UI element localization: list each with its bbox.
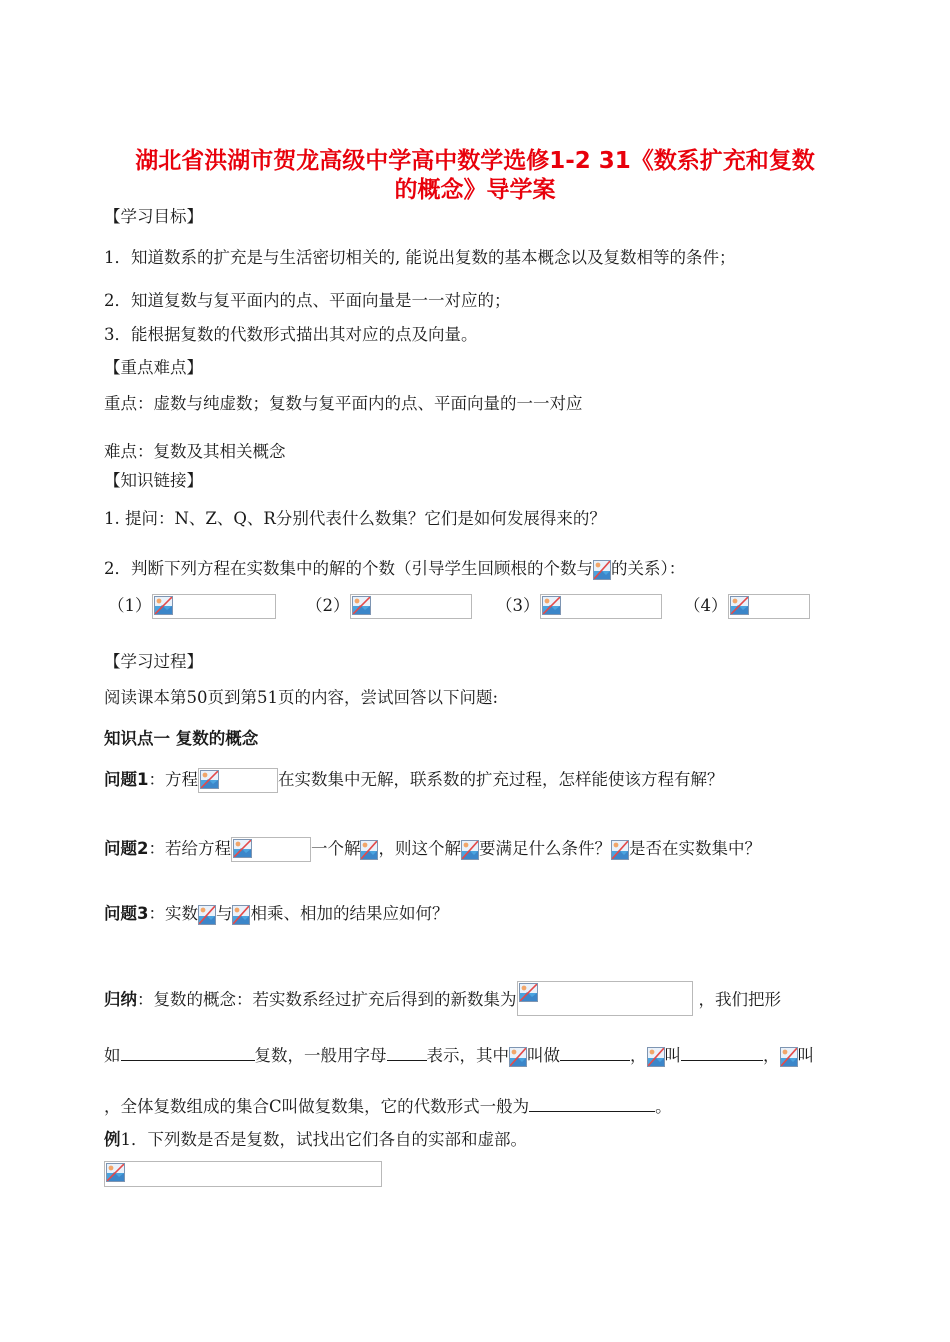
question-2-text-d: 要满足什么条件？ — [478, 839, 611, 858]
summary2-text-f: 叫 — [664, 1046, 681, 1065]
link-q2-text-before: 2．判断下列方程在实数集中的解的个数（引导学生回顾根的个数与 — [104, 559, 593, 578]
key-points-heading: 【重点难点】 — [104, 358, 203, 377]
link-heading: 【知识链接】 — [104, 471, 203, 490]
summary3-text-b: 。 — [655, 1097, 672, 1116]
example-1-text: 1．下列数是否是复数，试找出它们各自的实部和虚部。 — [120, 1130, 527, 1149]
key-focus: 重点：虚数与纯虚数；复数与复平面内的点、平面向量的一一对应 — [104, 394, 583, 413]
equation-row-2 — [306, 594, 472, 619]
question-1-text-a: ：方程 — [148, 770, 198, 789]
blank-line — [681, 1044, 763, 1061]
question-2-label: 问题2 — [104, 839, 149, 858]
example-1-image-row — [104, 1161, 382, 1187]
question-1-label: 问题1 — [104, 770, 149, 789]
broken-image-icon — [730, 596, 749, 615]
knowledge-point-1-heading: 知识点一 复数的概念 — [104, 729, 259, 748]
summary2-text-b: 复数，一般用字母 — [254, 1046, 387, 1065]
broken-image-icon — [509, 1047, 527, 1067]
broken-image-icon — [780, 1047, 798, 1067]
summary-text-a: ：复数的概念：若实数系经过扩充后得到的新数集为 — [137, 990, 517, 1009]
broken-image-icon — [519, 983, 538, 1002]
equation-1-label: （1） — [108, 596, 152, 615]
question-3-text-b: 与 — [215, 904, 233, 923]
equation-row — [108, 594, 276, 619]
process-heading: 【学习过程】 — [104, 652, 203, 671]
process-intro: 阅读课本第50页到第51页的内容，尝试回答以下问题: — [104, 688, 499, 707]
equation-2-label: （2） — [306, 596, 350, 615]
question-2-text-c: ，则这个解 — [378, 839, 461, 858]
blank-line — [529, 1095, 655, 1112]
broken-image-icon — [611, 840, 629, 860]
summary-text-b: ，我们把形 — [698, 990, 781, 1009]
summary2-text-a: 如 — [104, 1046, 121, 1065]
summary2-text-e: ， — [630, 1046, 647, 1065]
document-title-line-1: 湖北省洪湖市贺龙高级中学高中数学选修1-2 31《数系扩充和复数 — [135, 148, 815, 174]
summary-line-3 — [104, 1095, 672, 1118]
broken-image-icon — [542, 596, 561, 615]
equation-3-label: （3） — [496, 596, 540, 615]
summary-line-2 — [104, 1044, 814, 1067]
question-1 — [104, 768, 723, 793]
summary2-text-d: 叫做 — [527, 1046, 560, 1065]
blank-line — [121, 1044, 255, 1061]
summary2-text-h: 叫 — [797, 1046, 814, 1065]
question-2-text-b: 一个解 — [310, 839, 361, 858]
goal-item-1: 1．知道数系的扩充是与生活密切相关的, 能说出复数的基本概念以及复数相等的条件； — [104, 248, 736, 267]
summary3-text-a: ，全体复数组成的集合C叫做复数集，它的代数形式一般为 — [104, 1097, 530, 1116]
link-q2-text-after: 的关系）： — [611, 559, 686, 578]
equation-image — [198, 768, 278, 793]
broken-image-icon — [352, 596, 371, 615]
example-1-image — [104, 1161, 382, 1187]
question-3-label: 问题3 — [104, 904, 149, 923]
key-difficulty: 难点：复数及其相关概念 — [104, 442, 286, 461]
equation-row-3 — [496, 594, 662, 619]
summary-label: 归纳 — [104, 990, 137, 1009]
broken-image-icon — [200, 770, 219, 789]
broken-image-icon — [232, 905, 250, 925]
question-3-text-a: ：实数 — [148, 904, 198, 923]
equation-image — [231, 837, 311, 862]
goal-item-2: 2．知道复数与复平面内的点、平面向量是一一对应的； — [104, 291, 511, 310]
question-3 — [104, 903, 448, 925]
equation-4-label: （4） — [684, 596, 728, 615]
equation-row-4 — [684, 594, 810, 619]
question-2 — [104, 837, 761, 862]
broken-image-icon — [198, 905, 216, 925]
link-question-2 — [104, 558, 685, 580]
summary2-text-g: ， — [763, 1046, 780, 1065]
equation-4-image — [728, 594, 810, 619]
set-image — [517, 981, 693, 1016]
equation-3-image — [540, 594, 662, 619]
question-3-text-c: 相乘、相加的结果应如何？ — [250, 904, 449, 923]
goal-item-3: 3．能根据复数的代数形式描出其对应的点及向量。 — [104, 325, 478, 344]
equation-1-image — [152, 594, 276, 619]
broken-image-icon — [360, 840, 378, 860]
blank-line — [560, 1044, 630, 1061]
broken-image-icon — [233, 839, 252, 858]
broken-image-icon — [647, 1047, 665, 1067]
broken-image-icon — [461, 840, 479, 860]
goals-heading: 【学习目标】 — [104, 207, 203, 226]
summary2-text-c: 表示，其中 — [426, 1046, 509, 1065]
blank-line — [387, 1044, 427, 1061]
question-2-text-e: 是否在实数集中？ — [628, 839, 761, 858]
question-1-text-b: 在实数集中无解，联系数的扩充过程，怎样能使该方程有解？ — [277, 770, 724, 789]
summary-line-1 — [104, 981, 781, 1016]
broken-image-icon — [154, 596, 173, 615]
link-question-1: 1. 提问：N、Z、Q、R分别代表什么数集？它们是如何发展得来的？ — [104, 509, 606, 528]
broken-image-icon — [106, 1163, 125, 1182]
example-1-label: 例 — [104, 1130, 121, 1149]
example-1 — [104, 1129, 527, 1151]
question-2-text-a: ：若给方程 — [148, 839, 231, 858]
document-title-line-2: 的概念》导学案 — [394, 177, 556, 203]
broken-image-icon — [593, 560, 611, 580]
equation-2-image — [350, 594, 472, 619]
